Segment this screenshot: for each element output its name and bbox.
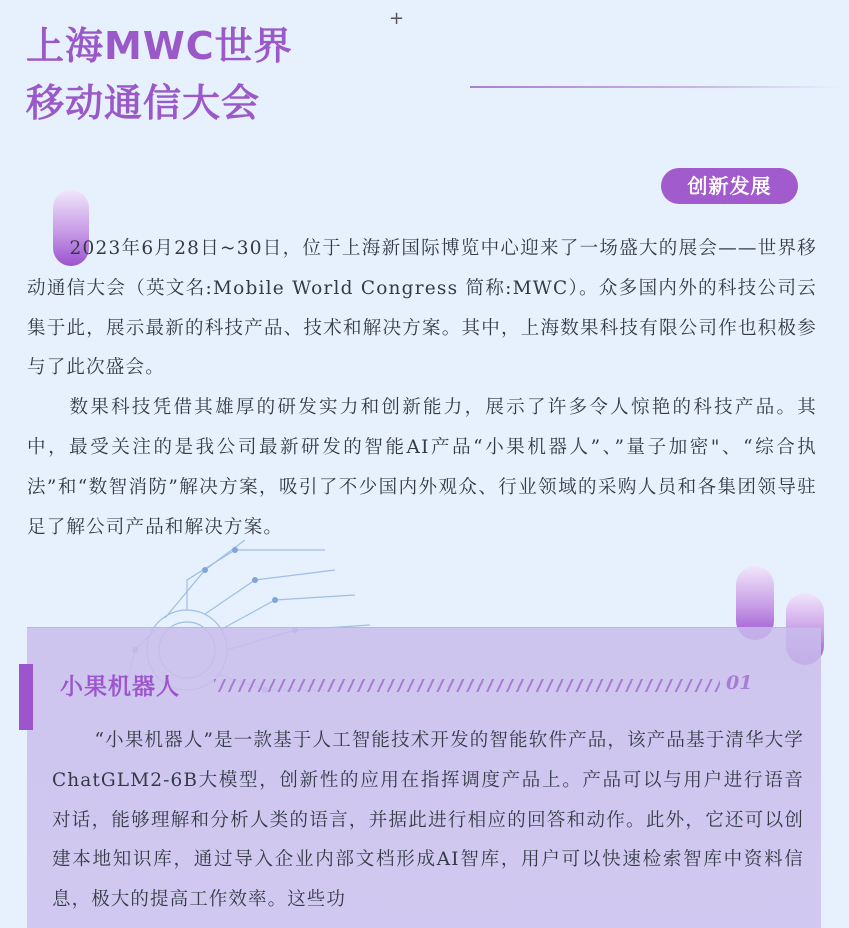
- hatch-divider: [214, 679, 720, 692]
- plus-icon: +: [389, 8, 405, 29]
- section-tag: 创新发展: [661, 168, 798, 204]
- section-number: 01: [726, 672, 753, 694]
- paragraph-2: 数果科技凭借其雄厚的研发实力和创新能力，展示了许多令人惊艳的科技产品。其中，最受关注的是我公司最新研发的智能AI产品“小果机器人”、”量子加密"、“综合执法”和“数智消防”解决方案，吸引了不少国内外观众、行业领域的采购人员和各集团领导驻足了解公司产品和解决方案。: [27, 397, 817, 538]
- section-title: 小果机器人: [60, 674, 180, 700]
- title-line-2: 移动通信大会: [26, 81, 261, 125]
- paragraph-1: 2023年6月28日~30日，位于上海新国际博览中心迎来了一场盛大的展会——世界移动通信大会（英文名:Mobile World Congress 简称:MWC）。众多国内外的科技公司云集于此，展示最新的科技产品、技术和解决方案。其中，上海数果科技有限公司作也积极参与了此次盛会。: [27, 238, 817, 379]
- title-divider: [470, 86, 842, 88]
- section-text: [52, 721, 804, 920]
- intro-text: [27, 229, 817, 547]
- title-line-1: 上海MWC世界: [26, 24, 293, 68]
- section-paragraph: “小果机器人”是一款基于人工智能技术开发的智能软件产品，该产品基于清华大学ChatGLM2-6B大模型，创新性的应用在指挥调度产品上。产品可以与用户进行语音对话，能够理解和分析人类的语言，并据此进行相应的回答和动作。此外，它还可以创建本地知识库，通过导入企业内部文档形成AI智库，用户可以快速检索智库中资料信息，极大的提高工作效率。这些功: [52, 730, 804, 911]
- page-title: [26, 18, 293, 132]
- panel-accent-bar: [19, 664, 33, 730]
